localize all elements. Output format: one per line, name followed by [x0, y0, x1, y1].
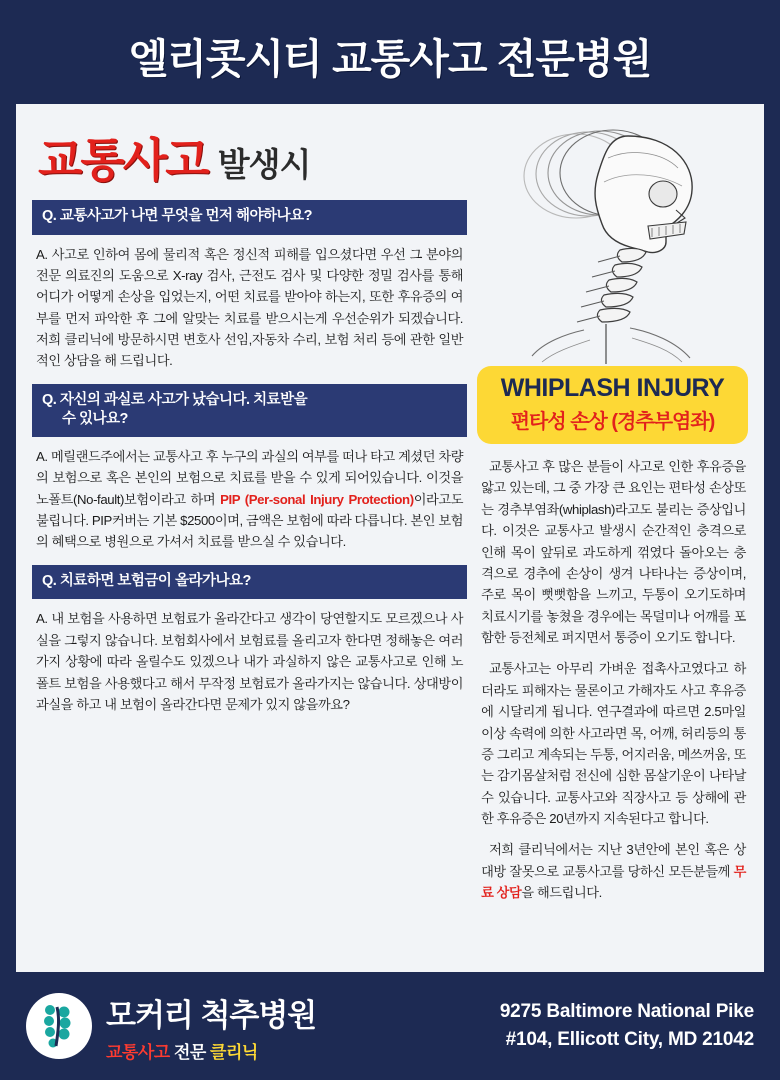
faq-question-1: Q. 교통사고가 나면 무엇을 먼저 해야하나요?: [32, 200, 467, 235]
body-panel: [16, 104, 764, 972]
whiplash-label-english: WHIPLASH INJURY: [500, 374, 725, 402]
poster-header: [0, 0, 780, 104]
faq-question-2-line1: Q. 자신의 과실로 사고가 났습니다. 치료받을: [42, 391, 308, 408]
faq-answer-3: A. 내 보험을 사용하면 보험료가 올라간다고 생각이 당연할지도 모르겠으나 사실을 그렇지 않습니다. 보험회사에서 보험료를 올리고자 한다면 정해놓은 여러가지 상황에 따라 올릴수도 있겠으나 내가 과실하지 않은 교통사고로 인해 노폴트 보험을 사용했다고 해서 무작정 보험료가 올라가지는 않습니다. 상대방이 과실을 하고 내 보험이 올라간다면 문제가 있지 않을까요?: [36, 611, 464, 712]
left-column: [32, 118, 467, 914]
clinic-subtitle-yellow: 클리닉: [210, 1042, 258, 1062]
faq-answer-2-highlight: PIP (Per-sonal Injury Protection): [220, 491, 414, 507]
clinic-subtitle-red: 교통사고: [106, 1042, 170, 1062]
clinic-subtitle-white: 전문: [173, 1042, 206, 1062]
address-line-2: #104, Ellicott City, MD 21042: [505, 1029, 754, 1050]
faq-answer-1: A. 사고로 인하여 몸에 물리적 혹은 정신적 피해를 입으셨다면 우선 그 분야의 전문 의료진의 도움으로 X-ray 검사, 근전도 검사 및 다양한 정밀 검사를 통해 어디가 어떻게 손상을 입었는지, 어떤 치료를 받아야 하는지, 또한 후유증의 여부를 먼저 파악한 후 그에 알맞는 치료를 받으시는게 우선순위가 되겠습니다. 저희 클리닉에 방문하시면 변호사 선임,자동차 수리, 보험 처리 등에 관한 일반적인 상담을 해 드립니다.: [36, 246, 464, 369]
whiplash-illustration: [477, 118, 748, 364]
clinic-subtitle: [106, 1038, 316, 1063]
whiplash-paragraph-3-part2: 을 해드립니다.: [521, 885, 602, 901]
page-title: 엘리콧시티 교통사고 전문병원: [128, 35, 652, 82]
whiplash-paragraph-3-part1: 저희 클리닉에서는 지난 3년안에 본인 혹은 상대방 잘못으로 교통사고를 당하신 모든분들께: [481, 842, 746, 879]
faq-question-2-line2: 수 있나요?: [62, 411, 128, 428]
content-columns: [32, 118, 748, 914]
faq-question-2: [32, 384, 467, 437]
right-column: [477, 118, 748, 914]
whiplash-description: [477, 444, 748, 904]
clinic-name: 모커리 척추병원: [106, 997, 317, 1033]
whiplash-paragraph-1: 교통사고 후 많은 분들이 사고로 인한 후유증을 앓고 있는데, 그 중 가장 큰 요인는 편타성 손상또는 경추부염좌(whiplash)라고도 불리는 증상입니다. 이것은 교통사고 발생시 순간적인 충격으로 인해 목이 앞뒤로 과도하게 꺾였다 돌아오는 충격으로 경추에 손상이 생겨 나타나는 증상이며, 주로 목이 뻣뻣함을 느끼고, 두통이 오기도하며 치료시기를 놓쳤을 경우에는 목덜미나 어깨를 포함한 등전체로 퍼지면서 통증이 오기도 합니다.: [481, 459, 746, 645]
section-title: [32, 118, 467, 200]
whiplash-label-card: [477, 366, 748, 444]
clinic-logo: [26, 993, 92, 1059]
section-title-dark: 발생시: [217, 146, 311, 183]
clinic-name-block: [106, 990, 316, 1063]
spine-logo-icon: [34, 1001, 84, 1051]
faq-question-3: Q. 치료하면 보험금이 올라가나요?: [32, 565, 467, 600]
address-line-1: 9275 Baltimore National Pike: [499, 1000, 754, 1022]
whiplash-paragraph-3: [481, 839, 746, 903]
clinic-address: [500, 998, 754, 1055]
free-consultation-highlight: 무료 상담: [481, 863, 746, 901]
whiplash-paragraph-2: 교통사고는 아무리 가벼운 접촉사고였다고 하더라도 피해자는 물론이고 가해자도 사고 후유증에 시달리게 됩니다. 연구결과에 따르면 2.5마일 이상 속력에 의한 사고라면 목, 어깨, 허리등의 통증 그리고 계속되는 두통, 어지러움, 메쓰꺼움, 또는 감기몸살처럼 전신에 심한 몸살기운이 나타날 수 있습니다. 교통사고와 직장사고 등 상해에 관한 후유증은 20년까지 지속된다고 합니다.: [481, 661, 746, 826]
whiplash-label-korean: 편타성 손상 (경추부염좌): [510, 411, 715, 433]
faq-answer-2-part1: A. 메릴랜드주에서는 교통사고 후 누구의 과실의 여부를 떠나 타고 계셨던 차량의 보험으로 혹은 본인의 보험으로 치료를 받을 수 있게 되어있습니다. 이것을 노폴트(No-fault)보험이라고 하며: [36, 448, 464, 507]
section-title-red: 교통사고: [38, 134, 208, 186]
skull-spine-xray-icon: [480, 118, 746, 364]
poster-footer: [0, 972, 780, 1080]
faq-answer-2: [32, 437, 467, 565]
faq-answer-2-part2: 이라고도 불립니다. PIP커버는 기본 $2500이며, 금액은 보험에 따라 다릅니다. 본인 보험의 혜택으로 병원으로 가셔서 치료를 받으실 수 있습니다.: [36, 491, 464, 550]
